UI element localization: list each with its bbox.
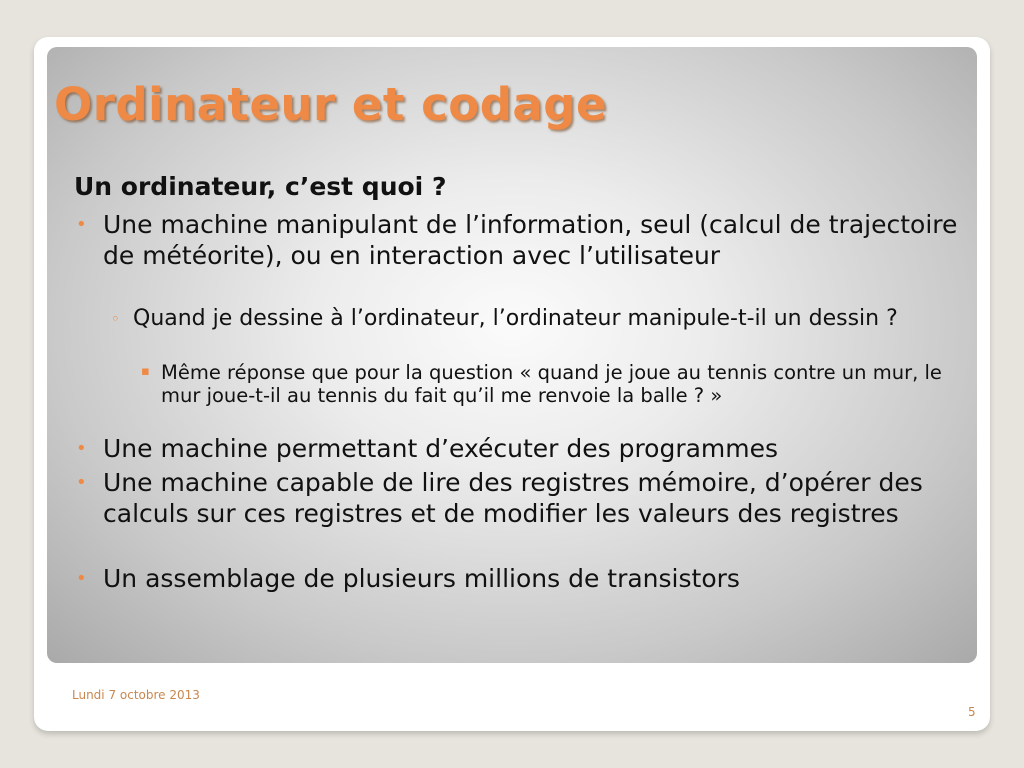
- bullet-item: [76, 210, 963, 271]
- footer-date: Lundi 7 octobre 2013: [72, 688, 200, 702]
- sub-sub-bullet-text: Même réponse que pour la question « quand je joue au tennis contre un mur, le mur joue-t-il au tennis du fait qu’il me renvoie la balle ? »: [161, 361, 942, 407]
- sub-sub-bullet-item: [141, 361, 951, 407]
- bullet-dot-icon: •: [76, 438, 87, 459]
- bullet-dot-icon: •: [76, 472, 87, 493]
- bullet-dot-icon: •: [76, 568, 87, 589]
- sub-bullet-item: [111, 306, 968, 332]
- bullet-circle-icon: ◦: [111, 310, 120, 328]
- bullet-item: [76, 434, 963, 465]
- bullet-dot-icon: •: [76, 214, 87, 235]
- slide-heading: Un ordinateur, c’est quoi ?: [74, 172, 447, 201]
- bullet-text: Une machine manipulant de l’information, seul (calcul de trajectoire de météorite), ou en interaction avec l’utilisateur: [103, 210, 958, 270]
- bullet-item: [76, 468, 963, 529]
- bullet-text: Une machine permettant d’exécuter des programmes: [103, 434, 779, 463]
- bullet-square-icon: ▪: [141, 364, 150, 379]
- sub-bullet-text: Quand je dessine à l’ordinateur, l’ordinateur manipule-t-il un dessin ?: [133, 306, 898, 331]
- bullet-text: Un assemblage de plusieurs millions de transistors: [103, 564, 740, 593]
- bullet-text: Une machine capable de lire des registres mémoire, d’opérer des calculs sur ces registres et de modifier les valeurs des registres: [103, 468, 923, 528]
- page-number: 5: [968, 705, 976, 719]
- slide-title: Ordinateur et codage: [54, 78, 608, 131]
- bullet-item: [76, 564, 963, 595]
